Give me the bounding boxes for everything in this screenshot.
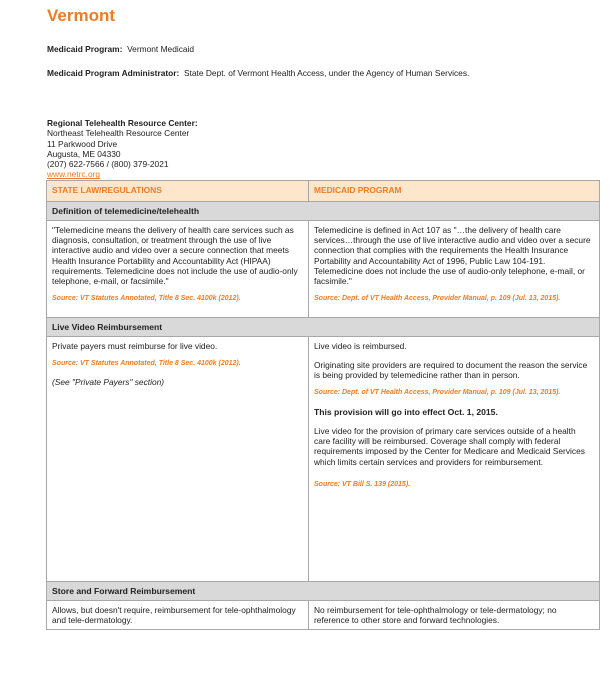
source-citation: Source: VT Statutes Annotated, Title 8 Sec. 4100k (2012). (52, 359, 241, 367)
medicaid-program-label: Medicaid Program: (47, 44, 123, 54)
section-row (47, 317, 600, 336)
see-also-note: (See "Private Payers" section) (52, 377, 165, 388)
administrator-value: State Dept. of Vermont Health Access, under the Agency of Human Services. (183, 68, 470, 78)
medicaid-program-value: Vermont Medicaid (127, 44, 195, 54)
phone: (207) 622-7566 / (800) 379-2021 (47, 159, 169, 170)
state-cell (47, 600, 309, 629)
page-title: Vermont (47, 6, 116, 25)
address-line2: Augusta, ME 04330 (47, 148, 121, 159)
medicaid-text: Originating site providers are required to document the reason the service is being provided by telemedicine rather than in person. (314, 359, 588, 381)
section-title-store-forward: Store and Forward Reimbursement (47, 581, 600, 600)
medicaid-cell (309, 221, 600, 318)
resource-center-block (47, 118, 198, 180)
column-header-state-law: STATE LAW/REGULATIONS (47, 181, 309, 202)
administrator-line (47, 68, 469, 78)
medicaid-program-line (47, 44, 194, 54)
table-row (47, 600, 600, 629)
state-cell (47, 336, 309, 581)
policy-table (46, 180, 600, 630)
medicaid-cell (309, 600, 600, 629)
state-cell (47, 221, 309, 318)
section-row (47, 202, 600, 221)
state-text: Allows, but doesn't require, reimbursement for tele-ophthalmology and tele-dermatology. (52, 604, 296, 625)
administrator-label: Medicaid Program Administrator: (47, 68, 180, 78)
resource-center-name: Northeast Telehealth Resource Center (47, 128, 190, 139)
section-title-live-video: Live Video Reimbursement (47, 317, 600, 336)
medicaid-text: No reimbursement for tele-ophthalmology or tele-dermatology; no reference to other store and forward technologies. (314, 604, 557, 625)
medicaid-cell (309, 336, 600, 581)
medicaid-text: Telemedicine is defined in Act 107 as "…the delivery of health care services…through the use of live interactive audio and video over a secure connection that complies with the requirements the Health Insurance Portability and Accountability Act of 1996, Public Law 104-191. Telemedicine does not include the use of audio-only telephone, e-mail, or facsimile." (314, 225, 591, 287)
state-text: Private payers must reimburse for live video. (52, 340, 218, 351)
state-text: "Telemedicine means the delivery of health care services such as diagnosis, consultation, or treatment through the use of live interactive audio and video over a secure connection that meets Health Insurance Portability and Accountability Act (HIPAA) requirements. Telemedicine does not include the use of audio-only telephone, e-mail, or facsimile." (52, 225, 298, 287)
resource-center-label: Regional Telehealth Resource Center: (47, 118, 198, 128)
website-link[interactable]: www.netrc.org (47, 169, 101, 180)
medicaid-text: Live video for the provision of primary care services outside of a health care facility will be reimbursed. Coverage shall comply with federal requirements imposed by the Center for Medicare and Medicaid Services which limits certain services and providers for reimbursement. (314, 426, 585, 467)
provision-note: This provision will go into effect Oct. 1, 2015. (314, 406, 498, 417)
table-header-row (47, 181, 600, 202)
table-row (47, 336, 600, 581)
source-citation: Source: VT Statutes Annotated, Title 8 Sec. 4100k (2012). (52, 295, 241, 303)
source-citation: Source: Dept. of VT Health Access, Provider Manual, p. 109 (Jul. 13, 2015). (314, 389, 561, 397)
section-title-definition: Definition of telemedicine/telehealth (47, 202, 600, 221)
medicaid-text: Live video is reimbursed. (314, 340, 407, 351)
table-row (47, 221, 600, 318)
source-citation: Source: VT Bill S. 139 (2015). (314, 480, 411, 488)
section-row (47, 581, 600, 600)
address-line1: 11 Parkwood Drive (47, 138, 118, 149)
column-header-medicaid: MEDICAID PROGRAM (309, 181, 600, 202)
source-citation: Source: Dept. of VT Health Access, Provider Manual, p. 109 (Jul. 13, 2015). (314, 295, 561, 303)
